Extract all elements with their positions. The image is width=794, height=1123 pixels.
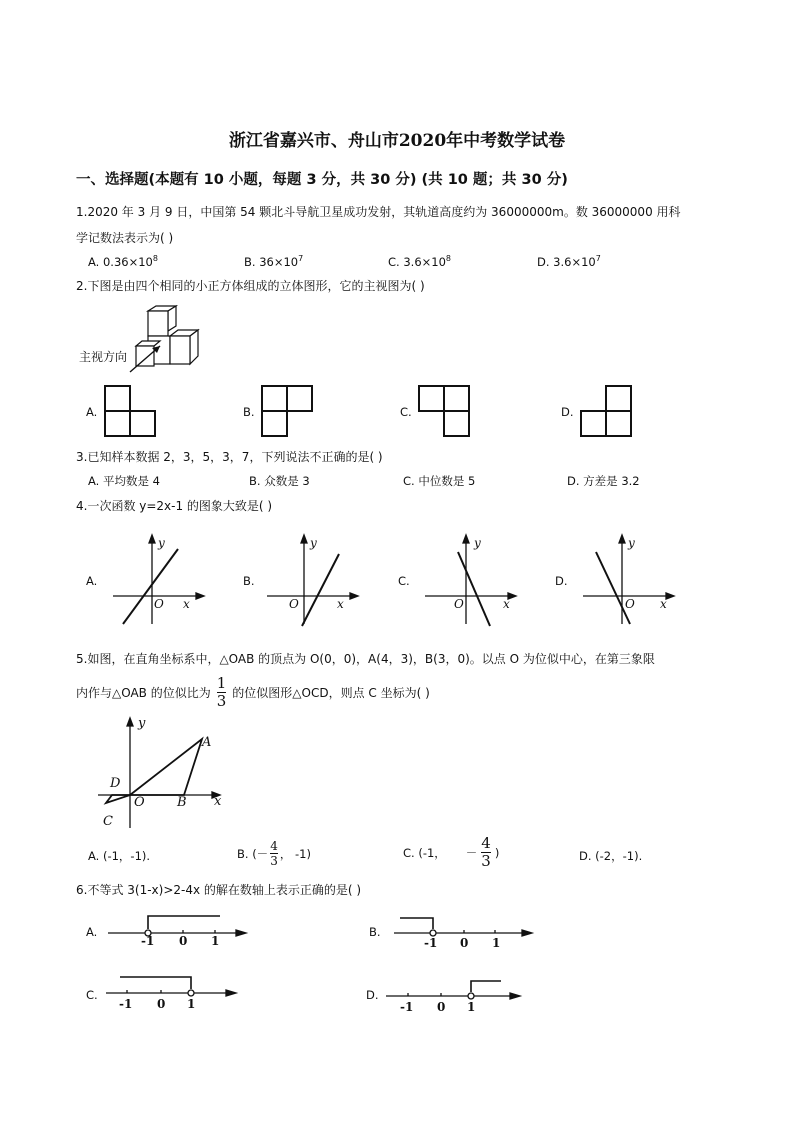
q2-option-a-label[interactable]: A. [86, 405, 98, 419]
q2-option-d-figure[interactable] [580, 385, 632, 437]
q2-view-direction-label: 主视方向 [79, 350, 128, 364]
q5-ratio-fraction: $\frac{1}{3}$ [216, 674, 227, 710]
q6-option-d-label[interactable]: D. [366, 988, 379, 1002]
q4-option-c-graph[interactable] [420, 534, 520, 626]
q6-option-c-label[interactable]: C. [86, 988, 98, 1002]
q1-option-b[interactable]: B. $36\times 10^7$ [244, 254, 304, 269]
q3-option-b[interactable]: B. 众数是 3 [249, 474, 310, 488]
q6-b-tick-1: 1 [492, 936, 501, 950]
page-title: 浙江省嘉兴市、舟山市2020年中考数学试卷 [228, 131, 566, 151]
q6-option-a-label[interactable]: A. [86, 925, 98, 939]
q4-b-origin: O [289, 597, 299, 611]
q5-option-a[interactable]: A. (-1，-1). [88, 849, 151, 863]
q4-b-x-label: x [337, 597, 344, 611]
q5-option-b[interactable]: B. (－ $\frac{4}{3}$ ， -1) [237, 839, 311, 868]
q3-text: 3.已知样本数据 2，3，5，3，7，下列说法不正确的是( ) [76, 450, 383, 464]
q6-a-tick-0: 0 [179, 934, 188, 948]
section-heading: 一、选择题(本题有 10 小题，每题 3 分，共 30 分) (共 10 题；共 30 分) [76, 172, 568, 188]
q4-a-origin: O [154, 597, 164, 611]
q6-a-tick-1: 1 [211, 934, 220, 948]
q2-option-a-figure[interactable] [104, 385, 156, 437]
q6-option-a-numberline[interactable] [108, 913, 248, 953]
q6-d-tick-0: 0 [437, 1000, 446, 1014]
q6-c-tick-0: 0 [157, 997, 166, 1011]
q6-b-tick-neg1: -1 [424, 936, 438, 950]
q1-text-line1: 1.2020 年 3 月 9 日，中国第 54 颗北斗导航卫星成功发射，其轨道高度约为 36000000m。数 36000000 用科 [76, 205, 681, 219]
q5-option-c[interactable]: C. (-1， － $\frac{4}{3}$ ) [403, 834, 500, 870]
q2-option-d-label[interactable]: D. [561, 405, 574, 419]
q4-c-origin: O [454, 597, 464, 611]
q4-d-x-label: x [660, 597, 667, 611]
q5-fig-point-d: D [110, 776, 121, 791]
q1-option-c[interactable]: C. $3.6\times 10^8$ [388, 254, 451, 269]
q4-text: 4.一次函数 y=2x-1 的图象大致是( ) [76, 499, 273, 513]
q5-fig-point-a: A [202, 735, 212, 750]
q2-cube-figure [130, 306, 220, 376]
q4-option-d-label[interactable]: D. [555, 574, 568, 588]
q5-fig-x-label: x [214, 794, 222, 809]
q4-a-y-label: y [158, 536, 165, 550]
q3-option-d[interactable]: D. 方差是 3.2 [567, 474, 640, 488]
q4-b-y-label: y [310, 536, 317, 550]
q6-option-b-label[interactable]: B. [369, 925, 381, 939]
q4-d-y-label: y [628, 536, 635, 550]
q1-option-a[interactable]: A. $0.36\times 10^8$ [88, 254, 158, 269]
q4-c-x-label: x [503, 597, 510, 611]
q1-option-d[interactable]: D. $3.6\times 10^7$ [537, 254, 601, 269]
q1-text-line2: 学记数法表示为( ) [76, 231, 174, 245]
q4-option-b-label[interactable]: B. [243, 574, 255, 588]
q2-option-b-figure[interactable] [261, 385, 313, 437]
q3-option-c[interactable]: C. 中位数是 5 [403, 474, 476, 488]
q4-d-origin: O [625, 597, 635, 611]
q5-fig-y-label: y [138, 716, 146, 731]
q4-option-a-label[interactable]: A. [86, 574, 98, 588]
q4-c-y-label: y [474, 536, 481, 550]
q6-d-tick-neg1: -1 [400, 1000, 414, 1014]
q6-a-tick-neg1: -1 [141, 934, 155, 948]
q5-option-d[interactable]: D. (-2，-1). [579, 849, 643, 863]
q5-text-line2: 内作与△OAB 的位似比为 $\frac{1}{3}$ 的位似图形△OCD，则点 C 坐标为( ) [76, 674, 430, 710]
q5-text-line1: 5.如图，在直角坐标系中，△OAB 的顶点为 O(0，0)，A(4，3)，B(3，0)。以点 O 为位似中心，在第三象限 [76, 652, 655, 666]
q5-coordinate-figure[interactable] [98, 716, 228, 831]
q2-option-b-label[interactable]: B. [243, 405, 255, 419]
q6-d-tick-1: 1 [467, 1000, 476, 1014]
q4-a-x-label: x [183, 597, 190, 611]
q5-fig-origin: O [134, 795, 145, 810]
q5-fig-point-c: C [103, 814, 113, 829]
q6-text: 6.不等式 3(1-x)>2-4x 的解在数轴上表示正确的是( ) [76, 883, 362, 897]
q2-option-c-label[interactable]: C. [400, 405, 412, 419]
q2-option-c-figure[interactable] [418, 385, 470, 437]
q5-fig-point-b: B [177, 795, 187, 810]
q3-option-a[interactable]: A. 平均数是 4 [88, 474, 160, 488]
q4-option-c-label[interactable]: C. [398, 574, 410, 588]
q6-b-tick-0: 0 [460, 936, 469, 950]
q6-c-tick-1: 1 [187, 997, 196, 1011]
q2-text: 2.下图是由四个相同的小正方体组成的立体图形，它的主视图为( ) [76, 279, 425, 293]
q6-c-tick-neg1: -1 [119, 997, 133, 1011]
